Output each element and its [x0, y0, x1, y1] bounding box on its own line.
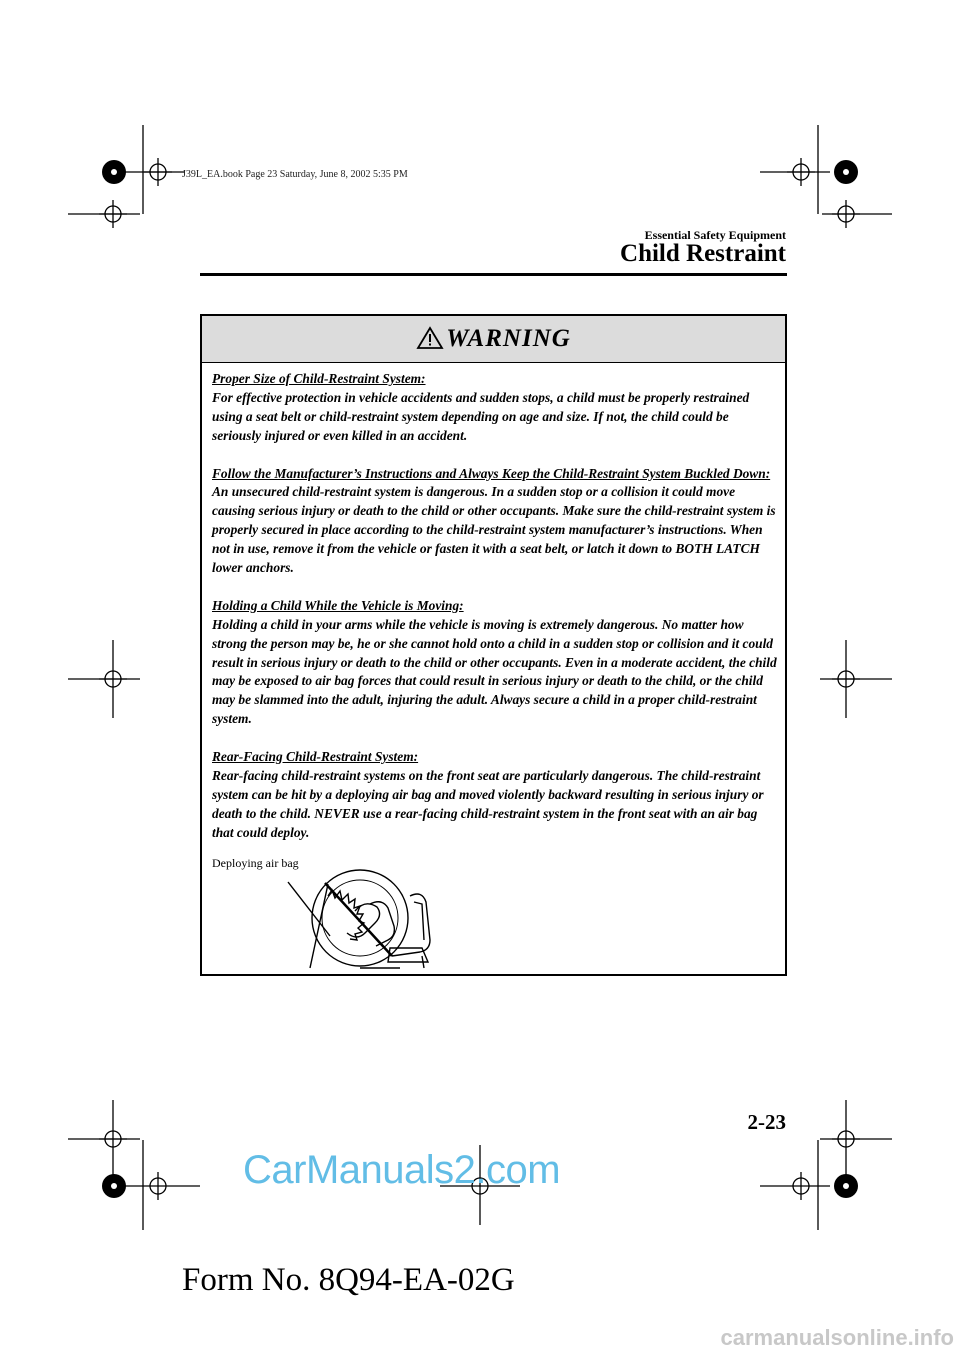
paragraph-text: For effective protection in vehicle accidents and sudden stops, a child must be properly restrained using a seat belt or child-restraint system depending on age and size. If not, the child could be seriously injured or even killed in an accident.: [212, 389, 750, 443]
watermark: CarManuals2.com: [243, 1148, 561, 1192]
paragraph-text: An unsecured child-restraint system is dangerous. In a sudden stop or a collision it could move causing serious injury or death to the child or other occupants. Make sure the child-restraint system is properly secured in place according to the child-restraint system manufacturer’s instructions. When not in use, remove it from the vehicle or fasten it with a seat belt, or latch it down to BOTH LATCH lower anchors.: [212, 484, 776, 576]
warning-paragraph: [212, 370, 778, 446]
site-footer: carmanualsonline.info: [720, 1325, 954, 1350]
form-number: Form No. 8Q94-EA-02G: [182, 1262, 515, 1298]
warning-heading: WARNING: [446, 325, 571, 352]
section-label: Essential Safety Equipment: [644, 228, 786, 242]
page-number: 2-23: [747, 1110, 786, 1134]
figure-label: Deploying air bag: [212, 856, 299, 870]
warning-paragraph: [212, 597, 778, 729]
warning-body: [212, 370, 778, 862]
paragraph-heading: Proper Size of Child-Restraint System:: [212, 371, 426, 386]
warning-paragraph: [212, 748, 778, 843]
page-title: Child Restraint: [620, 240, 786, 267]
warning-header: [202, 316, 785, 363]
child-seat-airbag-icon: [210, 856, 460, 971]
warning-paragraph: [212, 465, 778, 578]
book-file-info: J39L_EA.book Page 23 Saturday, June 8, 2002 5:35 PM: [182, 169, 408, 180]
paragraph-heading: Follow the Manufacturer’s Instructions and Always Keep the Child-Restraint System Buckled Down:: [212, 465, 771, 481]
warning-box: [200, 314, 787, 976]
paragraph-text: Rear-facing child-restraint systems on the front seat are particularly dangerous. The child-restraint system can be hit by a deploying air bag and moved violently backward resulting in serious injury or death to the child. NEVER use a rear-facing child-restraint system in the front seat with an air bag that could deploy.: [212, 767, 764, 840]
paragraph-text: Holding a child in your arms while the vehicle is moving is extremely dangerous. No matter how strong the person may be, he or she cannot hold onto a child in a sudden stop or collision and it could result in serious injury or death to the child or other occupants. Even in a moderate accident, the child may be exposed to air bag forces that could result in serious injury or death to the child, or the child may be slammed into the adult, injuring the adult. Always secure a child in a proper child-restraint system.: [212, 616, 777, 727]
paragraph-heading: Holding a Child While the Vehicle is Moving:: [212, 597, 464, 613]
warning-triangle-icon: [416, 326, 444, 350]
airbag-illustration: [210, 856, 460, 971]
paragraph-heading: Rear-Facing Child-Restraint System:: [212, 749, 419, 765]
title-divider: [200, 273, 787, 276]
